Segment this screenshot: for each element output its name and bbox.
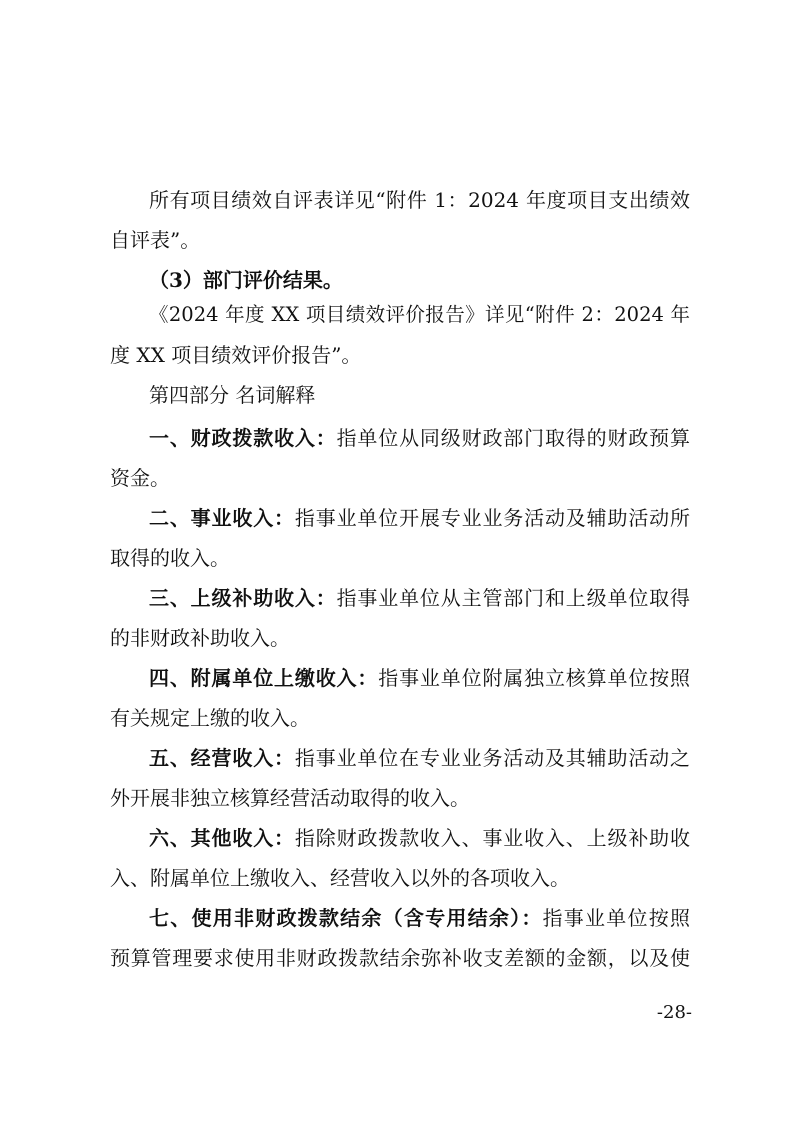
definition-text: 指事业单位开展专业业务活动及辅助活动所: [294, 506, 690, 530]
definition-text: 入、附属单位上缴收入、经营收入以外的各项收入。: [110, 866, 570, 890]
definition-text: 有关规定上缴的收入。: [110, 706, 310, 730]
heading-text: （3）部门评价结果。: [149, 268, 343, 292]
definition-text: 指事业单位从主管部门和上级单位取得: [336, 586, 690, 610]
text: 《2024 年度 XX 项目绩效评价报告》详见“附件 2：2024 年: [149, 303, 690, 326]
page-number: -28-: [656, 1002, 692, 1023]
definition-text: 预算管理要求使用非财政拨款结余弥补收支差额的金额，以及使: [110, 946, 690, 970]
definition-line: [110, 543, 690, 573]
definition-line: [149, 583, 690, 613]
definition-text: 指除财政拨款收入、事业收入、上级补助收: [294, 826, 690, 850]
definition-line: [110, 703, 690, 733]
definition-term: 七、使用非财政拨款结余（含专用结余）：: [149, 906, 543, 930]
definition-text: 指事业单位在专业业务活动及其辅助活动之: [294, 746, 690, 770]
definition-text: 指单位从同级财政部门取得的财政预算: [336, 426, 690, 450]
definition-term: 一、财政拨款收入：: [149, 426, 337, 450]
definition-line: [149, 903, 690, 933]
definition-line: [110, 863, 690, 893]
definition-term: 六、其他收入：: [149, 826, 295, 850]
definition-text: 指事业单位按照: [542, 906, 690, 930]
definition-term: 五、经营收入：: [149, 746, 295, 770]
definition-line: [149, 823, 690, 853]
definition-term: 二、事业收入：: [149, 506, 295, 530]
definition-term: 三、上级补助收入：: [149, 586, 337, 610]
text: 自评表”。: [110, 228, 201, 252]
text: 度 XX 项目绩效评价报告”。: [110, 343, 362, 367]
text: 所有项目绩效自评表详见“附件 1：2024 年度项目支出绩效: [149, 188, 690, 212]
section-heading: [149, 265, 690, 295]
paragraph-line: [110, 225, 690, 255]
definition-text: 外开展非独立核算经营活动取得的收入。: [110, 786, 470, 810]
definition-line: [110, 463, 690, 493]
definition-term: 四、附属单位上缴收入：: [149, 666, 379, 690]
paragraph-line: [110, 340, 690, 370]
definition-text: 资金。: [110, 466, 170, 490]
definition-line: [149, 503, 690, 533]
definition-line: [110, 783, 690, 813]
definition-text: 取得的收入。: [110, 546, 230, 570]
definition-line: [110, 623, 690, 653]
part-heading: [149, 380, 690, 410]
paragraph-line: [149, 185, 690, 215]
heading-text: 第四部分 名词解释: [149, 383, 316, 407]
definition-line: [149, 423, 690, 453]
paragraph-line: [149, 300, 690, 330]
definition-line: [149, 663, 690, 693]
definition-text: 的非财政补助收入。: [110, 626, 290, 650]
definition-line: [110, 943, 690, 973]
definition-text: 指事业单位附属独立核算单位按照: [378, 666, 690, 690]
definition-line: [149, 743, 690, 773]
